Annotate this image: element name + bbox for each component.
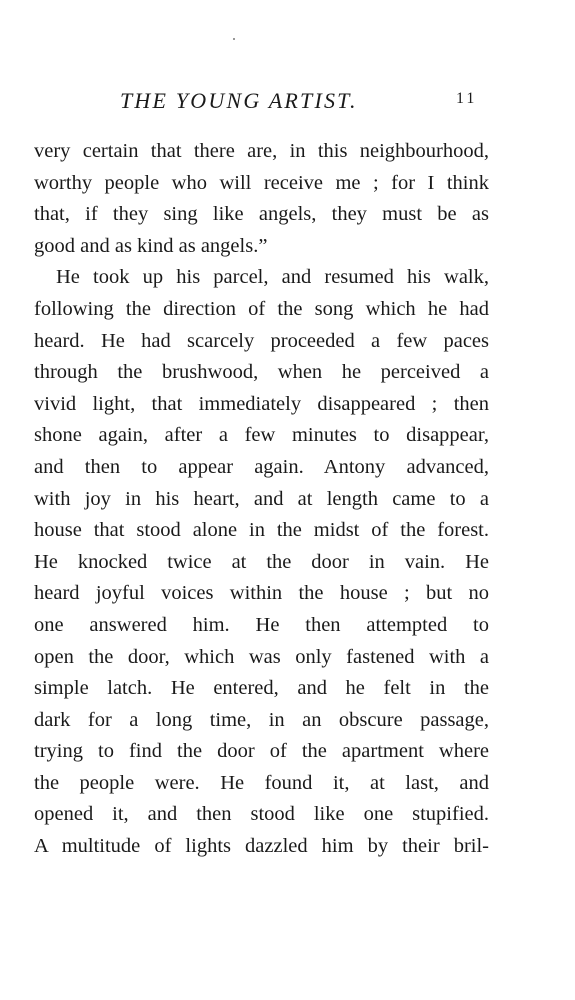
text-line: vivid light, that immediately disappeared ; then xyxy=(34,392,489,415)
text-line: and then to appear again. Antony advanced, xyxy=(34,455,489,478)
text-line: simple latch. He entered, and he felt in the xyxy=(34,677,489,700)
page-number: 11 xyxy=(456,90,478,107)
text-line: very certain that there are, in this neighbourhood, xyxy=(34,140,489,162)
text-line: dark for a long time, in an obscure passage, xyxy=(34,708,489,731)
body-text xyxy=(34,136,489,863)
text-line: trying to find the door of the apartment where xyxy=(34,740,489,763)
text-line: opened it, and then stood like one stupified. xyxy=(34,803,489,826)
running-title: THE YOUNG ARTIST. xyxy=(120,88,358,113)
text-line: through the brushwood, when he perceived a xyxy=(34,361,489,384)
text-line: with joy in his heart, and at length came to a xyxy=(34,487,489,510)
text-line: heard. He had scarcely proceeded a few paces xyxy=(34,329,489,352)
text-line: one answered him. He then attempted to xyxy=(34,613,489,636)
text-line: open the door, which was only fastened with a xyxy=(34,645,489,668)
text-line: that, if they sing like angels, they must be as xyxy=(34,203,489,226)
text-line: worthy people who will receive me ; for I think xyxy=(34,171,489,194)
text-line: He knocked twice at the door in vain. He xyxy=(34,550,489,573)
print-speck xyxy=(233,38,235,40)
text-line: shone again, after a few minutes to disappear, xyxy=(34,424,489,447)
text-line: He took up his parcel, and resumed his walk, xyxy=(56,266,489,289)
text-line: A multitude of lights dazzled him by their bril- xyxy=(34,835,489,858)
text-line: the people were. He found it, at last, and xyxy=(34,771,489,794)
text-line: following the direction of the song which he had xyxy=(34,297,489,320)
text-line: house that stood alone in the midst of the forest. xyxy=(34,519,489,542)
text-line: good and as kind as angels.” xyxy=(34,234,268,257)
running-head xyxy=(0,88,575,118)
text-line: heard joyful voices within the house ; but no xyxy=(34,582,489,605)
